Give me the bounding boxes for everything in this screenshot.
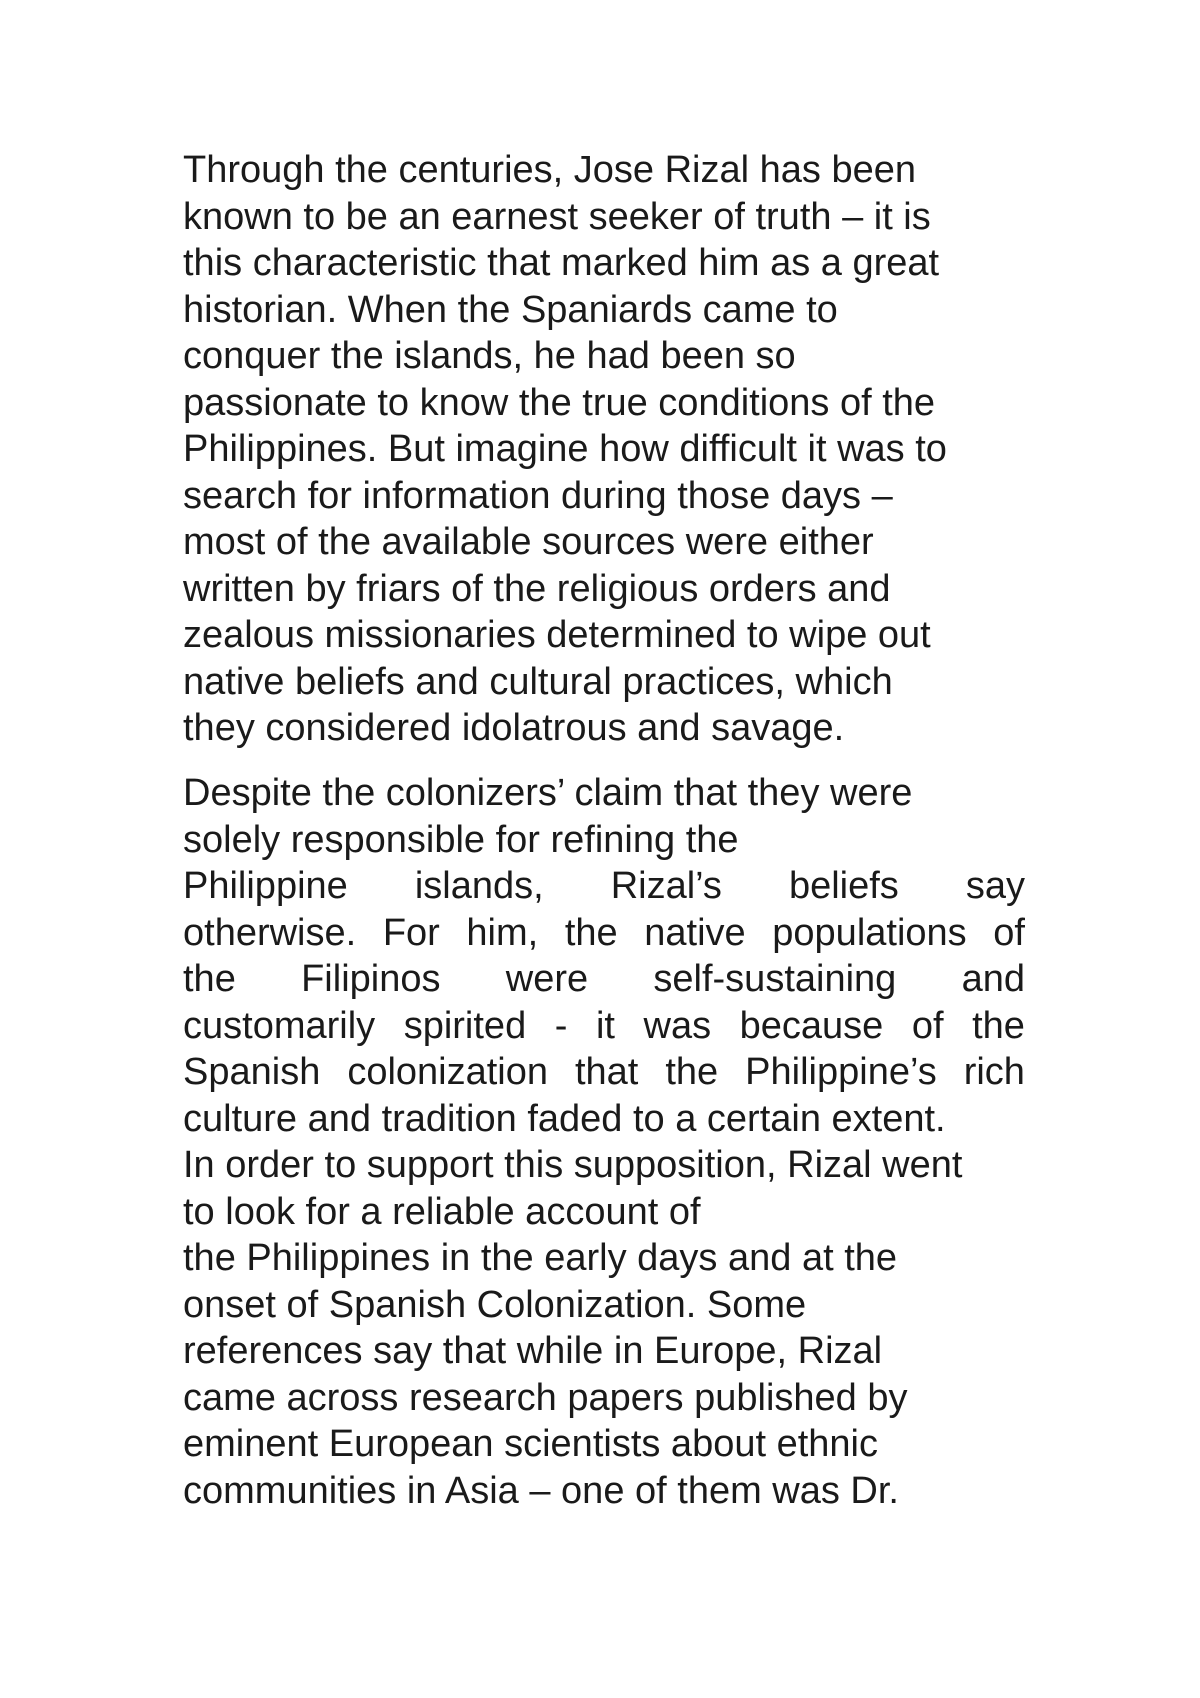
text-line: references say that while in Europe, Rizal <box>183 1330 883 1372</box>
word: Rizal’s <box>610 865 722 907</box>
word: native <box>644 911 746 954</box>
text-line: solely responsible for refining the <box>183 818 739 861</box>
text-line: search for information during those days – <box>183 474 893 517</box>
word: Spanish <box>183 1051 321 1093</box>
text-line: known to be an earnest seeker of truth – it is <box>183 195 931 238</box>
paragraph-2 <box>183 770 1025 1514</box>
text-line: most of the available sources were either <box>183 521 874 563</box>
text-line: this characteristic that marked him as a great <box>183 242 940 284</box>
text-line: they considered idolatrous and savage. <box>183 707 845 749</box>
word: of <box>993 911 1025 954</box>
word: rich <box>963 1051 1025 1093</box>
text-line: Despite the colonizers’ claim that they were <box>183 772 913 814</box>
word: the <box>972 1004 1025 1047</box>
word: spirited <box>403 1004 527 1047</box>
justified-line <box>183 1003 1025 1050</box>
word: say <box>965 865 1025 907</box>
text-line: to look for a reliable account of <box>183 1190 701 1233</box>
text-line: Through the centuries, Jose Rizal has been <box>183 149 916 191</box>
word: Filipinos <box>301 958 441 1000</box>
word: - <box>554 1004 568 1047</box>
text-line: conquer the islands, he had been so <box>183 335 796 377</box>
word: of <box>911 1004 944 1047</box>
word: For <box>382 911 440 954</box>
text-line: onset of Spanish Colonization. Some <box>183 1283 807 1326</box>
text-line: historian. When the Spaniards came to <box>183 288 838 331</box>
word: the <box>564 911 618 954</box>
text-line: written by friars of the religious orders and <box>183 567 891 610</box>
text-line: native beliefs and cultural practices, which <box>183 660 893 703</box>
word: populations <box>772 911 967 954</box>
justified-line <box>183 863 1025 910</box>
word: was <box>643 1004 712 1047</box>
justified-line <box>183 910 1025 957</box>
word: Philippine <box>183 865 348 907</box>
text-line: came across research papers published by <box>183 1376 908 1419</box>
word: islands, <box>414 865 544 907</box>
justified-line <box>183 1049 1025 1096</box>
word: the <box>665 1051 719 1093</box>
word: otherwise. <box>183 911 357 954</box>
text-line: In order to support this supposition, Rizal went <box>183 1144 963 1186</box>
word: colonization <box>347 1051 548 1093</box>
word: because <box>739 1004 884 1047</box>
text-line: Philippines. But imagine how difficult it was to <box>183 428 947 470</box>
word: it <box>595 1004 615 1047</box>
word: beliefs <box>788 865 899 907</box>
text-line: eminent European scientists about ethnic <box>183 1423 878 1465</box>
word: and <box>961 958 1025 1000</box>
word: the <box>183 958 236 1000</box>
word: customarily <box>183 1004 376 1047</box>
text-line: the Philippines in the early days and at the <box>183 1237 898 1279</box>
justified-line <box>183 956 1025 1003</box>
word: self-sustaining <box>653 958 897 1000</box>
text-line: culture and tradition faded to a certain extent. <box>183 1097 946 1140</box>
word: that <box>574 1051 639 1093</box>
word: him, <box>466 911 539 954</box>
text-line: zealous missionaries determined to wipe out <box>183 614 931 656</box>
paragraph-1 <box>183 147 1025 752</box>
text-line: communities in Asia – one of them was Dr. <box>183 1469 899 1512</box>
text-line: passionate to know the true conditions of the <box>183 381 936 424</box>
word: Philippine’s <box>745 1051 937 1093</box>
word: were <box>505 958 589 1000</box>
